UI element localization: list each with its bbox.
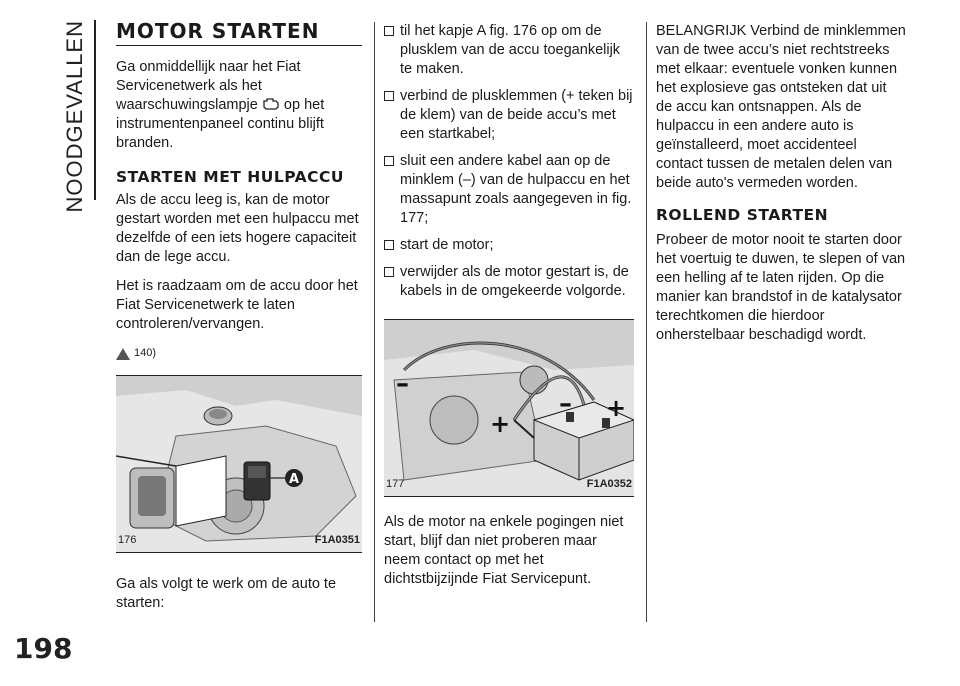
engine-bay-illustration bbox=[116, 376, 362, 552]
checkbox-bullet bbox=[384, 26, 394, 36]
paragraph: Als de accu leeg is, kan de motor gestart worden met een hulpaccu met dezelfde of een iets hogere capaciteit dan de lege accu. bbox=[116, 192, 359, 265]
checkbox-bullet bbox=[384, 240, 394, 250]
paragraph: Probeer de motor nooit te starten door het voertuig te duwen, te slepen of van een helling af te laten rijden. Op die manier kan brandstof in de katalysator terechtkomen die hierdoor onherstelbaar beschadigd wordt. bbox=[656, 232, 906, 343]
checkbox-bullet bbox=[384, 156, 394, 166]
figure-number: 177 bbox=[386, 478, 405, 490]
checkbox-bullet bbox=[384, 91, 394, 101]
checklist-item: start de motor; bbox=[384, 236, 634, 255]
procedure-checklist bbox=[384, 22, 634, 301]
section-tab-rule bbox=[94, 20, 96, 200]
figure-176 bbox=[116, 375, 362, 553]
subsection-title: ROLLEND STARTEN bbox=[656, 206, 829, 224]
paragraph: Het is raadzaam om de accu door het Fiat Servicenetwerk te laten controleren/vervangen. bbox=[116, 278, 358, 332]
page-number: 198 bbox=[14, 632, 73, 665]
figure-code: F1A0352 bbox=[586, 478, 632, 490]
column-1 bbox=[116, 19, 362, 623]
figure-callout-a: A bbox=[288, 472, 300, 487]
svg-text:+: + bbox=[490, 410, 511, 438]
warning-reference: 140) bbox=[116, 344, 362, 363]
subsection-title: STARTEN MET HULPACCU bbox=[116, 168, 344, 186]
section-tab: NOODGEVALLEN bbox=[62, 20, 87, 213]
figure-number: 176 bbox=[118, 534, 137, 546]
paragraph: Ga als volgt te werk om de auto te starten: bbox=[116, 576, 337, 611]
checklist-item: til het kapje A fig. 176 op om de plusklem van de accu toegankelijk te maken. bbox=[384, 22, 634, 79]
column-divider bbox=[374, 22, 375, 622]
checklist-item: verwijder als de motor gestart is, de kabels in de omgekeerde volgorde. bbox=[384, 263, 634, 301]
column-divider bbox=[646, 22, 647, 622]
paragraph: Als de motor na enkele pogingen niet start, blijf dan niet proberen maar neem contact op met het dichtstbijzijnde Fiat Servicepunt. bbox=[384, 514, 624, 587]
section-title: MOTOR STARTEN bbox=[116, 22, 362, 46]
svg-text:–: – bbox=[396, 369, 409, 399]
svg-text:–: – bbox=[559, 389, 572, 419]
svg-text:+: + bbox=[606, 394, 627, 422]
checkbox-bullet bbox=[384, 267, 394, 277]
paragraph-important: BELANGRIJK Verbind de minklemmen van de twee accu’s niet rechtstreeks met elkaar: eventuele vonken kunnen het explosieve gas ontsteken dat uit de accu kan ontsnappen. Als de hulpaccu in een andere auto is geïnstalleerd, moet accidenteel contact tussen de metalen delen van beide auto's vermeden worden. bbox=[656, 23, 906, 191]
column-2 bbox=[384, 22, 634, 599]
figure-177 bbox=[384, 319, 634, 497]
jump-start-illustration bbox=[384, 320, 634, 496]
checklist-item: sluit een andere kabel aan op de minklem (–) van de hulpaccu en het massapunt zoals aangegeven in fig. 177; bbox=[384, 152, 634, 228]
engine-warning-lamp-icon bbox=[262, 97, 280, 111]
figure-code: F1A0351 bbox=[314, 534, 360, 546]
column-3 bbox=[656, 22, 906, 355]
warning-triangle-icon bbox=[116, 348, 130, 360]
checklist-item: verbind de plusklemmen (+ teken bij de klem) van de beide accu’s met een startkabel; bbox=[384, 87, 634, 144]
paragraph-warning-lamp: Ga onmiddellijk naar het Fiat Servicenetwerk als het waarschuwingslampje op het instrumentenpaneel continu blijft branden. bbox=[116, 59, 325, 151]
